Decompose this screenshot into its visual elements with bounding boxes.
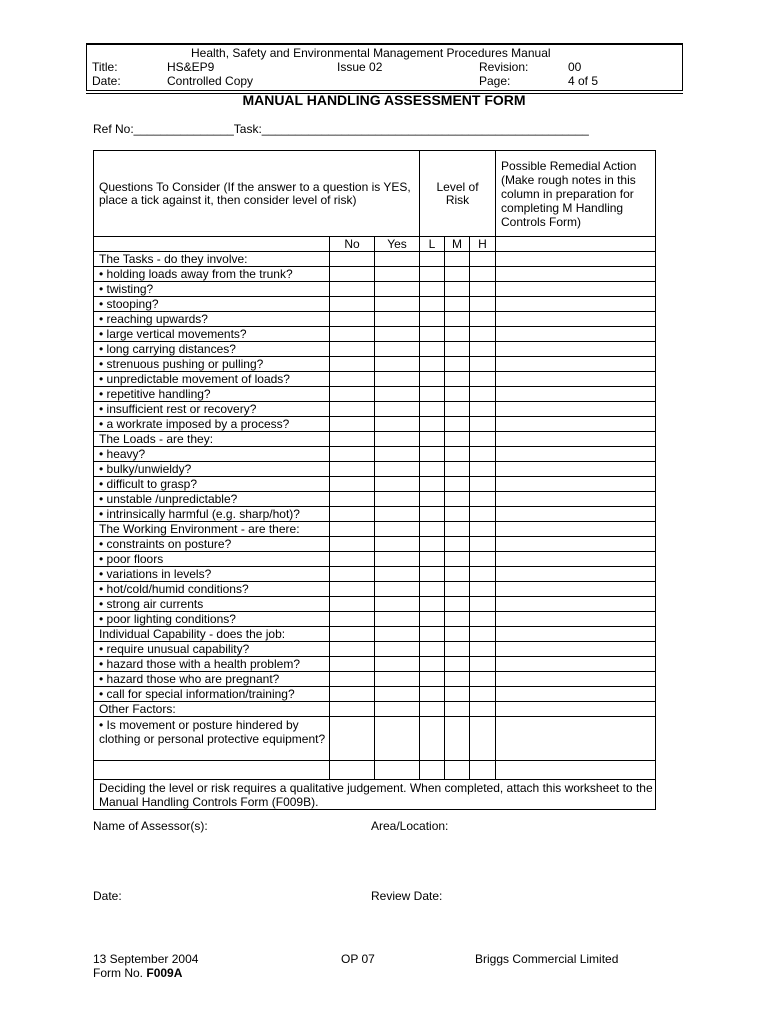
risk-h-cell[interactable]: [470, 702, 496, 717]
col-l: L: [420, 237, 445, 252]
risk-l-cell[interactable]: [420, 297, 445, 312]
risk-h-cell[interactable]: [470, 327, 496, 342]
answer-no-cell[interactable]: [330, 387, 375, 402]
table-row: [94, 672, 656, 687]
answer-yes-cell[interactable]: [375, 312, 420, 327]
answer-no-cell[interactable]: [330, 717, 375, 761]
date-label: Date:: [92, 74, 121, 88]
answer-yes-cell[interactable]: [375, 297, 420, 312]
table-row: [94, 582, 656, 597]
risk-m-cell[interactable]: [445, 447, 470, 462]
question-text: • difficult to grasp?: [94, 477, 330, 492]
answer-yes-cell[interactable]: [375, 657, 420, 672]
answer-yes-cell[interactable]: [375, 387, 420, 402]
risk-m-cell[interactable]: [445, 687, 470, 702]
answer-yes-cell[interactable]: [375, 462, 420, 477]
answer-no-cell[interactable]: [330, 522, 375, 537]
question-text: • call for special information/training?: [94, 687, 330, 702]
risk-m-cell[interactable]: [445, 597, 470, 612]
table-row: [94, 522, 656, 537]
table-row: [94, 252, 656, 267]
risk-l-cell[interactable]: [420, 387, 445, 402]
risk-m-cell[interactable]: [445, 582, 470, 597]
table-row: [94, 612, 656, 627]
remedial-cell[interactable]: [496, 582, 656, 597]
table-row: [94, 492, 656, 507]
title-label: Title:: [92, 60, 118, 74]
remedial-cell[interactable]: [496, 492, 656, 507]
risk-m-cell[interactable]: [445, 252, 470, 267]
risk-m-cell[interactable]: [445, 327, 470, 342]
answer-yes-cell[interactable]: [375, 597, 420, 612]
review-date-label: Review Date:: [371, 889, 443, 903]
remedial-cell[interactable]: [496, 761, 656, 780]
answer-yes-cell[interactable]: [375, 612, 420, 627]
risk-m-cell[interactable]: [445, 537, 470, 552]
remedial-cell[interactable]: [496, 432, 656, 447]
answer-yes-cell[interactable]: [375, 672, 420, 687]
question-text: • insufficient rest or recovery?: [94, 402, 330, 417]
risk-l-cell[interactable]: [420, 672, 445, 687]
risk-m-cell[interactable]: [445, 432, 470, 447]
risk-m-cell[interactable]: [445, 627, 470, 642]
remedial-cell[interactable]: [496, 327, 656, 342]
answer-no-cell[interactable]: [330, 597, 375, 612]
risk-m-cell[interactable]: [445, 282, 470, 297]
question-label-spacer: [94, 237, 330, 252]
risk-m-cell[interactable]: [445, 387, 470, 402]
risk-h-cell[interactable]: [470, 372, 496, 387]
risk-l-cell[interactable]: [420, 327, 445, 342]
risk-l-cell[interactable]: [420, 597, 445, 612]
question-text: • a workrate imposed by a process?: [94, 417, 330, 432]
risk-h-cell[interactable]: [470, 282, 496, 297]
risk-h-cell[interactable]: [470, 612, 496, 627]
question-text: • variations in levels?: [94, 567, 330, 582]
risk-h-cell[interactable]: [470, 537, 496, 552]
risk-h-cell[interactable]: [470, 507, 496, 522]
risk-h-cell[interactable]: [470, 267, 496, 282]
question-text: • heavy?: [94, 447, 330, 462]
document-header: [86, 43, 683, 91]
remedial-cell[interactable]: [496, 252, 656, 267]
question-text: • twisting?: [94, 282, 330, 297]
question-text: The Working Environment - are there:: [94, 522, 330, 537]
answer-no-cell[interactable]: [330, 612, 375, 627]
question-text: • large vertical movements?: [94, 327, 330, 342]
page-label: Page:: [479, 74, 511, 88]
answer-no-cell[interactable]: [330, 372, 375, 387]
answer-yes-cell[interactable]: [375, 447, 420, 462]
question-text: • intrinsically harmful (e.g. sharp/hot)?: [94, 507, 330, 522]
risk-h-cell[interactable]: [470, 717, 496, 761]
remedial-cell[interactable]: [496, 702, 656, 717]
answer-yes-cell[interactable]: [375, 417, 420, 432]
table-row: [94, 372, 656, 387]
remedial-cell[interactable]: [496, 282, 656, 297]
answer-no-cell[interactable]: [330, 342, 375, 357]
question-text: • hot/cold/humid conditions?: [94, 582, 330, 597]
question-text: • poor lighting conditions?: [94, 612, 330, 627]
question-text: • strong air currents: [94, 597, 330, 612]
question-text: • repetitive handling?: [94, 387, 330, 402]
risk-h-cell[interactable]: [470, 297, 496, 312]
risk-m-cell[interactable]: [445, 522, 470, 537]
risk-l-cell[interactable]: [420, 252, 445, 267]
table-row: [94, 312, 656, 327]
answer-no-cell[interactable]: [330, 642, 375, 657]
answer-no-cell[interactable]: [330, 657, 375, 672]
risk-l-cell[interactable]: [420, 552, 445, 567]
answer-no-cell[interactable]: [330, 492, 375, 507]
answer-no-cell[interactable]: [330, 462, 375, 477]
question-text: • bulky/unwieldy?: [94, 462, 330, 477]
question-text: • long carrying distances?: [94, 342, 330, 357]
table-row: [94, 597, 656, 612]
answer-yes-cell[interactable]: [375, 687, 420, 702]
risk-h-cell[interactable]: [470, 342, 496, 357]
answer-yes-cell[interactable]: [375, 372, 420, 387]
risk-l-cell[interactable]: [420, 761, 445, 780]
remedial-cell[interactable]: [496, 342, 656, 357]
question-text: • unstable /unpredictable?: [94, 492, 330, 507]
form-number-label: Form No.: [93, 966, 144, 980]
risk-l-cell[interactable]: [420, 492, 445, 507]
answer-yes-cell[interactable]: [375, 432, 420, 447]
answer-yes-cell[interactable]: [375, 717, 420, 761]
answer-yes-cell[interactable]: [375, 342, 420, 357]
table-row: [94, 267, 656, 282]
question-text: • poor floors: [94, 552, 330, 567]
risk-h-cell[interactable]: [470, 492, 496, 507]
risk-m-cell[interactable]: [445, 612, 470, 627]
answer-no-cell[interactable]: [330, 447, 375, 462]
risk-m-cell[interactable]: [445, 462, 470, 477]
risk-m-cell[interactable]: [445, 507, 470, 522]
risk-m-cell[interactable]: [445, 492, 470, 507]
col-yes: Yes: [375, 237, 420, 252]
table-row: [94, 507, 656, 522]
question-text: • holding loads away from the trunk?: [94, 267, 330, 282]
risk-m-cell[interactable]: [445, 672, 470, 687]
question-ppe: • Is movement or posture hindered by clothing or personal protective equipment?: [94, 717, 330, 761]
remedial-cell[interactable]: [496, 297, 656, 312]
remedial-cell[interactable]: [496, 372, 656, 387]
answer-yes-cell[interactable]: [375, 627, 420, 642]
risk-m-cell[interactable]: [445, 657, 470, 672]
table-row: [94, 447, 656, 462]
answer-no-cell[interactable]: [330, 312, 375, 327]
question-text: • require unusual capability?: [94, 642, 330, 657]
remedial-cell[interactable]: [496, 267, 656, 282]
remedial-cell[interactable]: [496, 417, 656, 432]
risk-l-cell[interactable]: [420, 432, 445, 447]
risk-h-cell[interactable]: [470, 761, 496, 780]
answer-yes-cell[interactable]: [375, 402, 420, 417]
table-row: [94, 552, 656, 567]
remedial-cell[interactable]: [496, 387, 656, 402]
answer-no-cell[interactable]: [330, 327, 375, 342]
table-row: [94, 687, 656, 702]
answer-no-cell[interactable]: [330, 252, 375, 267]
risk-h-cell[interactable]: [470, 657, 496, 672]
remedial-cell[interactable]: [496, 687, 656, 702]
question-text: • stooping?: [94, 297, 330, 312]
answer-no-cell[interactable]: [330, 627, 375, 642]
assessor-label: Name of Assessor(s):: [93, 819, 208, 833]
risk-l-cell[interactable]: [420, 417, 445, 432]
area-location-label: Area/Location:: [371, 819, 449, 833]
answer-yes-cell[interactable]: [375, 507, 420, 522]
answer-yes-cell[interactable]: [375, 267, 420, 282]
answer-yes-cell[interactable]: [375, 537, 420, 552]
answer-no-cell[interactable]: [330, 761, 375, 780]
remedial-cell[interactable]: [496, 657, 656, 672]
answer-no-cell[interactable]: [330, 702, 375, 717]
risk-l-cell[interactable]: [420, 462, 445, 477]
table-row: [94, 477, 656, 492]
risk-l-cell[interactable]: [420, 627, 445, 642]
risk-l-cell[interactable]: [420, 582, 445, 597]
assessment-table: [93, 150, 656, 810]
completion-note: Deciding the level or risk requires a qualitative judgement. When completed, attach this worksheet to the Manual Handling Controls Form (F009B).: [94, 780, 656, 810]
risk-m-cell[interactable]: [445, 357, 470, 372]
risk-h-cell[interactable]: [470, 627, 496, 642]
title-value: HS&EP9: [167, 60, 215, 74]
question-text: Other Factors:: [94, 702, 330, 717]
questions-header: Questions To Consider (If the answer to a question is YES, place a tick against it, then consider level of risk): [94, 151, 420, 237]
answer-yes-cell[interactable]: [375, 702, 420, 717]
table-row: [94, 462, 656, 477]
remedial-cell[interactable]: [496, 477, 656, 492]
answer-no-cell[interactable]: [330, 267, 375, 282]
remedial-cell[interactable]: [496, 312, 656, 327]
risk-l-cell[interactable]: [420, 312, 445, 327]
answer-no-cell[interactable]: [330, 687, 375, 702]
risk-l-cell[interactable]: [420, 447, 445, 462]
risk-h-cell[interactable]: [470, 522, 496, 537]
answer-yes-cell[interactable]: [375, 327, 420, 342]
risk-h-cell[interactable]: [470, 387, 496, 402]
risk-h-cell[interactable]: [470, 687, 496, 702]
table-row: [94, 417, 656, 432]
remedial-cell[interactable]: [496, 462, 656, 477]
risk-m-cell[interactable]: [445, 417, 470, 432]
question-text: • reaching upwards?: [94, 312, 330, 327]
risk-h-cell[interactable]: [470, 672, 496, 687]
answer-yes-cell[interactable]: [375, 567, 420, 582]
answer-yes-cell[interactable]: [375, 582, 420, 597]
table-row: [94, 567, 656, 582]
question-text: The Loads - are they:: [94, 432, 330, 447]
risk-l-cell[interactable]: [420, 702, 445, 717]
col-no: No: [330, 237, 375, 252]
risk-m-cell[interactable]: [445, 552, 470, 567]
remedial-cell[interactable]: [496, 552, 656, 567]
risk-l-cell[interactable]: [420, 372, 445, 387]
table-row: [94, 432, 656, 447]
risk-h-cell[interactable]: [470, 402, 496, 417]
risk-m-cell[interactable]: [445, 402, 470, 417]
answer-no-cell[interactable]: [330, 567, 375, 582]
remedial-cell[interactable]: [496, 627, 656, 642]
risk-l-cell[interactable]: [420, 537, 445, 552]
risk-h-cell[interactable]: [470, 432, 496, 447]
table-row: [94, 537, 656, 552]
risk-h-cell[interactable]: [470, 252, 496, 267]
answer-yes-cell[interactable]: [375, 522, 420, 537]
risk-h-cell[interactable]: [470, 597, 496, 612]
question-text: • unpredictable movement of loads?: [94, 372, 330, 387]
risk-h-cell[interactable]: [470, 642, 496, 657]
remedial-cell[interactable]: [496, 717, 656, 761]
remedial-cell[interactable]: [496, 567, 656, 582]
risk-m-cell[interactable]: [445, 761, 470, 780]
risk-m-cell[interactable]: [445, 312, 470, 327]
risk-h-cell[interactable]: [470, 312, 496, 327]
risk-m-cell[interactable]: [445, 702, 470, 717]
remedial-cell[interactable]: [496, 642, 656, 657]
risk-l-cell[interactable]: [420, 657, 445, 672]
table-row: [94, 627, 656, 642]
remedial-cell[interactable]: [496, 402, 656, 417]
answer-yes-cell[interactable]: [375, 282, 420, 297]
risk-l-cell[interactable]: [420, 687, 445, 702]
table-row: [94, 327, 656, 342]
table-row: [94, 657, 656, 672]
answer-no-cell[interactable]: [330, 417, 375, 432]
risk-l-cell[interactable]: [420, 567, 445, 582]
answer-no-cell[interactable]: [330, 582, 375, 597]
table-row: [94, 702, 656, 717]
risk-l-cell[interactable]: [420, 402, 445, 417]
risk-h-cell[interactable]: [470, 447, 496, 462]
risk-m-cell[interactable]: [445, 267, 470, 282]
remedial-cell[interactable]: [496, 357, 656, 372]
risk-m-cell[interactable]: [445, 642, 470, 657]
answer-no-cell[interactable]: [330, 297, 375, 312]
answer-yes-cell[interactable]: [375, 552, 420, 567]
risk-l-cell[interactable]: [420, 642, 445, 657]
answer-no-cell[interactable]: [330, 672, 375, 687]
col-m: M: [445, 237, 470, 252]
risk-h-cell[interactable]: [470, 357, 496, 372]
page-value: 4 of 5: [568, 74, 599, 88]
risk-m-cell[interactable]: [445, 342, 470, 357]
remedial-cell[interactable]: [496, 672, 656, 687]
answer-no-cell[interactable]: [330, 282, 375, 297]
footer-op: OP 07: [341, 952, 375, 966]
footer-company: Briggs Commercial Limited: [475, 952, 619, 966]
risk-h-cell[interactable]: [470, 477, 496, 492]
remedial-cell[interactable]: [496, 537, 656, 552]
ref-task-line: Ref No:_______________Task:_________________________________________________: [93, 122, 589, 136]
risk-l-cell[interactable]: [420, 477, 445, 492]
risk-l-cell[interactable]: [420, 507, 445, 522]
risk-h-cell[interactable]: [470, 417, 496, 432]
answer-yes-cell[interactable]: [375, 642, 420, 657]
answer-yes-cell[interactable]: [375, 477, 420, 492]
issue-value: Issue 02: [337, 60, 383, 74]
answer-no-cell[interactable]: [330, 507, 375, 522]
risk-h-cell[interactable]: [470, 552, 496, 567]
answer-no-cell[interactable]: [330, 477, 375, 492]
risk-l-cell[interactable]: [420, 282, 445, 297]
question-text: • constraints on posture?: [94, 537, 330, 552]
answer-no-cell[interactable]: [330, 552, 375, 567]
question-text: The Tasks - do they involve:: [94, 252, 330, 267]
table-row: [94, 387, 656, 402]
footer-date: 13 September 2004: [93, 952, 199, 966]
answer-yes-cell[interactable]: [375, 492, 420, 507]
question-text: • hazard those who are pregnant?: [94, 672, 330, 687]
risk-l-cell[interactable]: [420, 612, 445, 627]
blank-cell: [94, 761, 330, 780]
remedial-cell[interactable]: [496, 597, 656, 612]
risk-h-cell[interactable]: [470, 462, 496, 477]
risk-l-cell[interactable]: [420, 717, 445, 761]
revision-value: 00: [568, 60, 582, 74]
risk-l-cell[interactable]: [420, 522, 445, 537]
remedial-cell[interactable]: [496, 507, 656, 522]
footer-form-number: [93, 966, 182, 980]
table-row: [94, 342, 656, 357]
question-text: • strenuous pushing or pulling?: [94, 357, 330, 372]
remedial-cell[interactable]: [496, 612, 656, 627]
table-row: [94, 642, 656, 657]
remedial-spacer: [496, 237, 656, 252]
revision-label: Revision:: [479, 60, 529, 74]
form-title: MANUAL HANDLING ASSESSMENT FORM: [242, 92, 526, 108]
col-h: H: [470, 237, 496, 252]
question-text: • hazard those with a health problem?: [94, 657, 330, 672]
risk-l-cell[interactable]: [420, 267, 445, 282]
answer-yes-cell[interactable]: [375, 357, 420, 372]
answer-no-cell[interactable]: [330, 537, 375, 552]
risk-m-cell[interactable]: [445, 477, 470, 492]
remedial-cell[interactable]: [496, 522, 656, 537]
answer-yes-cell[interactable]: [375, 761, 420, 780]
date-value: Controlled Copy: [167, 74, 254, 88]
remedial-cell[interactable]: [496, 447, 656, 462]
risk-m-cell[interactable]: [445, 297, 470, 312]
risk-m-cell[interactable]: [445, 372, 470, 387]
remedial-action-header: Possible Remedial Action (Make rough notes in this column in preparation for completing M Handling Controls Form): [496, 151, 656, 237]
table-row: [94, 282, 656, 297]
signoff-date-label: Date:: [93, 889, 122, 903]
answer-yes-cell[interactable]: [375, 252, 420, 267]
answer-no-cell[interactable]: [330, 402, 375, 417]
risk-l-cell[interactable]: [420, 342, 445, 357]
risk-m-cell[interactable]: [445, 567, 470, 582]
risk-h-cell[interactable]: [470, 567, 496, 582]
risk-l-cell[interactable]: [420, 357, 445, 372]
table-row: [94, 402, 656, 417]
level-of-risk-header: Level of Risk: [420, 151, 496, 237]
risk-m-cell[interactable]: [445, 717, 470, 761]
table-row: [94, 297, 656, 312]
question-text: Individual Capability - does the job:: [94, 627, 330, 642]
table-row: [94, 357, 656, 372]
question-rows: [94, 252, 656, 717]
manual-title: Health, Safety and Environmental Management Procedures Manual: [191, 46, 551, 60]
answer-no-cell[interactable]: [330, 432, 375, 447]
form-number-value: F009A: [146, 966, 183, 980]
risk-h-cell[interactable]: [470, 582, 496, 597]
answer-no-cell[interactable]: [330, 357, 375, 372]
